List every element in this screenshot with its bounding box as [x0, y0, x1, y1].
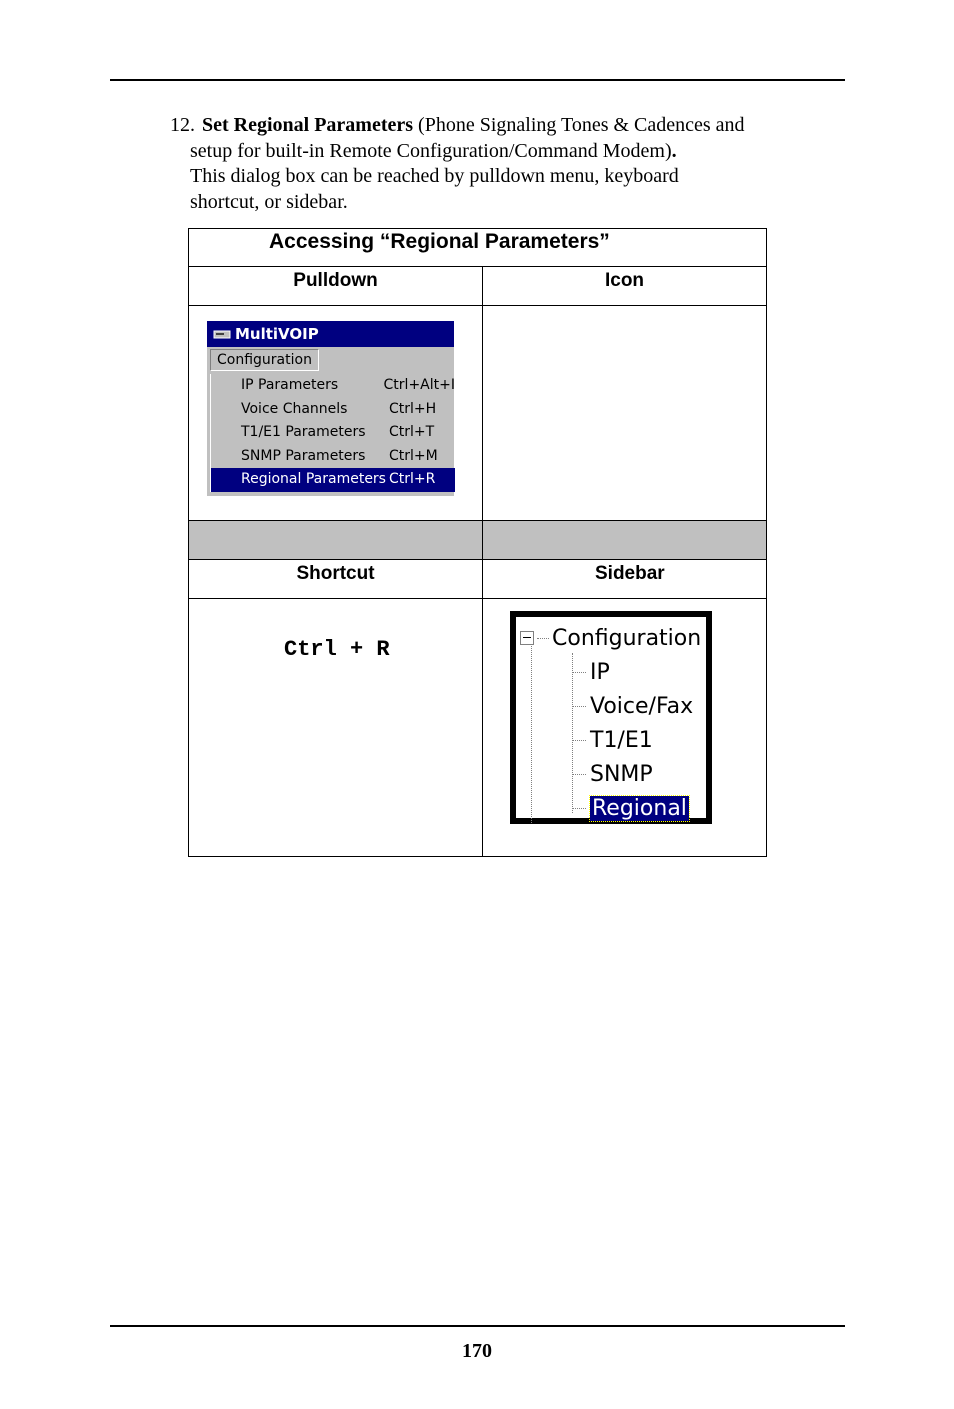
- icon-cell: [483, 306, 767, 521]
- sidebar-cell: [483, 599, 767, 857]
- menu-configuration[interactable]: Configuration: [210, 349, 319, 371]
- bottom-rule: [110, 1325, 845, 1327]
- table-title: Accessing “Regional Parameters”: [189, 229, 767, 267]
- step-12: [170, 113, 830, 215]
- collapse-icon[interactable]: [520, 631, 534, 645]
- tree-item-regional[interactable]: Regional: [572, 793, 689, 823]
- menubar: [207, 347, 454, 371]
- gray-spacer-right: [483, 521, 767, 560]
- menu-item-ip-parameters[interactable]: IP Parameters Ctrl+Alt+I: [241, 377, 455, 393]
- access-table: [188, 228, 767, 857]
- tree-item-ip[interactable]: IP: [572, 657, 610, 687]
- pulldown-menu-screenshot: [207, 321, 454, 496]
- menu-item-snmp-parameters[interactable]: SNMP Parameters Ctrl+M: [241, 447, 438, 464]
- tree-root[interactable]: [520, 625, 701, 651]
- sidebar-tree-screenshot: [510, 611, 712, 824]
- page-number: 170: [462, 1340, 492, 1362]
- tree-connector: [531, 643, 532, 823]
- shortcut-keys: Ctrl + R: [284, 637, 390, 662]
- step-line3: This dialog box can be reached by pulldown menu, keyboard: [190, 165, 679, 187]
- header-pulldown: Pulldown: [189, 267, 483, 306]
- gray-spacer-left: [189, 521, 483, 560]
- header-sidebar: Sidebar: [483, 560, 767, 599]
- app-titlebar: [207, 321, 454, 347]
- tree-item-voice-fax[interactable]: Voice/Fax: [572, 691, 693, 721]
- multivoip-app-icon: [213, 328, 231, 340]
- app-title: MultiVOIP: [235, 325, 319, 343]
- step-line1-rest: (Phone Signaling Tones & Cadences and: [413, 114, 745, 136]
- menu-item-voice-channels[interactable]: Voice Channels Ctrl+H: [241, 400, 437, 417]
- step-line2-end: .: [671, 139, 677, 162]
- step-line2: setup for built-in Remote Configuration/Command Modem): [190, 139, 672, 162]
- step-line4: shortcut, or sidebar.: [190, 190, 348, 213]
- menu-items: [210, 374, 455, 492]
- tree-root-label: Configuration: [552, 625, 702, 651]
- step-number: 12.: [170, 114, 195, 136]
- header-icon: Icon: [483, 267, 767, 306]
- step-title: Set Regional Parameters: [202, 114, 414, 136]
- tree-item-t1e1[interactable]: T1/E1: [572, 725, 653, 755]
- shortcut-cell: [189, 599, 483, 857]
- menu-item-regional-parameters[interactable]: Regional Parameters Ctrl+R: [211, 468, 455, 492]
- tree-item-snmp[interactable]: SNMP: [572, 759, 653, 789]
- top-rule: [110, 79, 845, 81]
- pulldown-cell: [189, 306, 483, 521]
- header-shortcut: Shortcut: [189, 560, 483, 599]
- menu-item-t1e1-parameters[interactable]: T1/E1 Parameters Ctrl+T: [241, 424, 435, 440]
